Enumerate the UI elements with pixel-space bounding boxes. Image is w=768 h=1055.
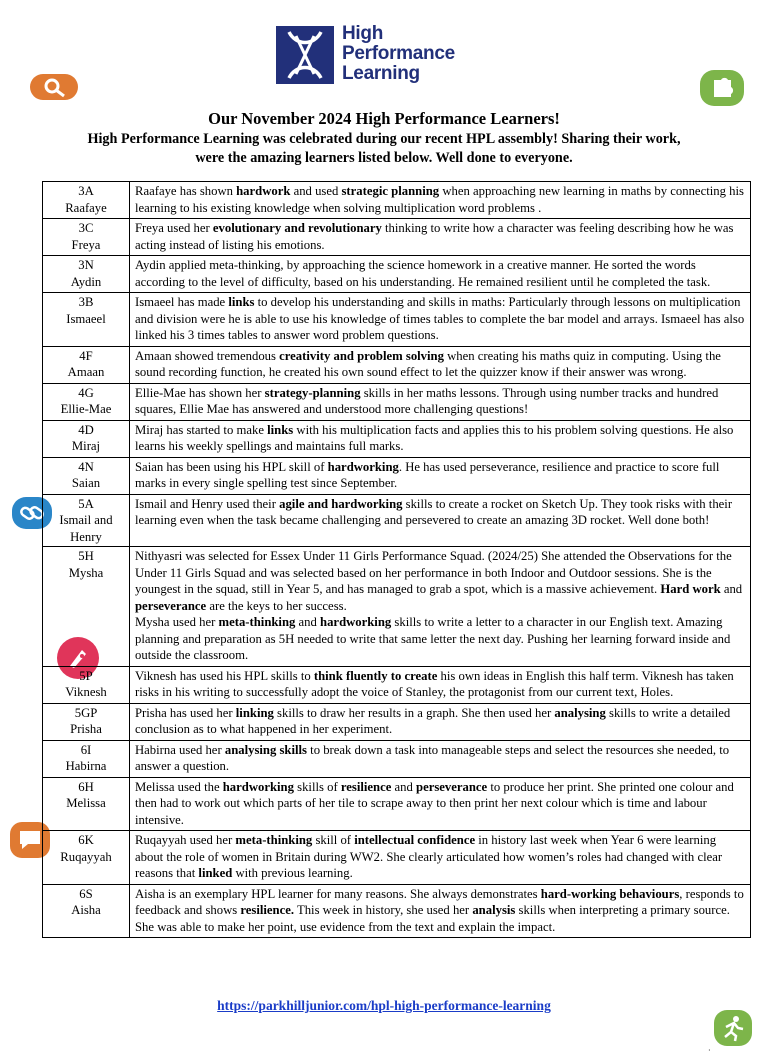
learner-cell	[43, 831, 130, 885]
description-text: with his multiplication facts and applies this to his problem solving questions. He also learns his weekly spellings and maintains full marks.	[135, 422, 734, 453]
description-text: Ismaeel has made	[135, 295, 229, 309]
description-text: Viknesh has used his HPL skills to	[135, 668, 314, 683]
description-text: skills of	[293, 779, 341, 794]
learner-name: Mysha	[68, 565, 104, 580]
highlighted-skill: hardworking	[320, 615, 392, 629]
description-text: Melissa used the	[135, 779, 223, 794]
description-text: and	[720, 582, 743, 596]
subtitle-line-1: High Performance Learning was celebrated during our recent HPL assembly! Sharing their work,	[87, 131, 681, 147]
class-code: 6K	[78, 833, 94, 847]
achievement-description	[130, 703, 751, 740]
description-text: Raafaye has shown	[135, 184, 237, 198]
learner-cell	[43, 293, 130, 347]
table-row	[43, 383, 751, 420]
class-code: 5GP	[74, 705, 98, 720]
achievement-description	[130, 740, 751, 777]
description-text: skill of	[312, 833, 355, 847]
description-text: , responds to feedback and shows	[135, 886, 744, 917]
logo-line-3: Learning	[342, 63, 420, 84]
learner-cell	[43, 420, 130, 457]
description-text: skills to draw her results in a graph. She then used her	[273, 705, 555, 720]
footer-link-container	[0, 998, 768, 1014]
highlighted-skill: strategy-planning	[264, 385, 361, 400]
achievement-description	[130, 346, 751, 383]
highlighted-skill: Hard work	[660, 582, 721, 596]
learner-cell	[43, 383, 130, 420]
learner-name: Amaan	[67, 365, 105, 379]
description-text: Aisha is an exemplary HPL learner for many reasons. She always demonstrates	[135, 886, 541, 901]
table-row	[43, 457, 751, 494]
highlighted-skill: analysing skills	[224, 742, 307, 757]
table-row	[43, 831, 751, 885]
hpl-logo	[276, 23, 500, 88]
learner-name: Prisha	[70, 722, 102, 736]
highlighted-skill: think fluently to create	[313, 668, 438, 683]
achievement-description	[130, 383, 751, 420]
description-text: Aydin applied meta-thinking, by approaching the science homework in a creative manner. He sorted the words according to the level of difficulty, based on his understanding. He remained resilient until he completed the task.	[135, 258, 711, 289]
description-text: This week in history, she used her	[294, 903, 473, 917]
highlighted-skill: links	[228, 295, 255, 309]
table-row	[43, 884, 751, 938]
class-code: 4G	[78, 385, 94, 400]
magnifier-icon	[30, 72, 78, 102]
highlighted-skill: resilience.	[240, 903, 295, 917]
learner-name: Melissa	[66, 796, 106, 810]
achievement-description	[130, 256, 751, 293]
description-text: Mysha used her	[135, 615, 219, 629]
highlighted-skill: evolutionary and revolutionary	[212, 221, 382, 235]
description-text: in history last week when Year 6 were learning about the role of women in Britain during WW2. She clearly articulated how women’s roles had changed with clear reasons that	[135, 833, 723, 880]
description-text: Ruqayyah used her	[135, 833, 236, 847]
description-text: skills in her maths lessons. Through using number tracks and hundred squares, Ellie Mae has answered and understood more challenging questions!	[135, 385, 719, 416]
achievement-description	[130, 293, 751, 347]
learner-name: Raafaye	[65, 200, 107, 215]
learner-name: Aydin	[70, 274, 102, 289]
highlighted-skill: analysis	[472, 903, 516, 917]
description-text: Habirna used her	[135, 742, 225, 757]
highlighted-skill: meta-thinking	[218, 615, 296, 629]
highlighted-skill: hardwork	[236, 184, 291, 198]
achievement-description	[130, 831, 751, 885]
description-text: skills to write a detailed conclusion as to what happened in her experiment.	[135, 705, 731, 736]
learner-cell	[43, 703, 130, 740]
description-text: skills to create a rocket on Sketch Up. They took risks with their learning even when the task became challenging and persevered to create an amazing 3D rocket. Well done both!	[135, 496, 733, 527]
achievement-description	[130, 219, 751, 256]
description-text: . He has used perseverance, resilience and practice to score full marks in every single spelling test since September.	[135, 459, 720, 490]
learner-cell	[43, 256, 130, 293]
subtitle-line-2: were the amazing learners listed below. Well done to everyone.	[195, 150, 573, 166]
description-text: and	[391, 779, 417, 794]
highlighted-skill: perseverance	[135, 598, 207, 613]
learner-cell	[43, 182, 130, 219]
description-text: to produce her print. She printed one colour and then had to work out which parts of her tile to scrape away to then print her next colour which is time and labour intensive.	[135, 779, 734, 827]
page-subtitle	[40, 130, 728, 168]
class-code: 3A	[78, 184, 94, 198]
description-text: Miraj has started to make	[135, 422, 268, 437]
description-text: Nithyasri was selected for Essex Under 11 Girls Performance Squad. (2024/25) She attended the Observations for the Under 11 Girls Squad and was selected based on her performance in both Indoor and Outdoor sessions. She is the youngest in the squad, still in Year 5, and has managed to grab a spot, which is a massive achievement.	[135, 549, 732, 596]
learner-name: Saian	[71, 476, 101, 490]
highlighted-skill: intellectual confidence	[354, 833, 476, 847]
learners-table	[42, 181, 751, 938]
logo-line-1: High	[342, 23, 384, 44]
highlighted-skill: linking	[235, 705, 274, 720]
learner-name: Ellie-Mae	[60, 402, 112, 416]
learner-cell	[43, 494, 130, 547]
description-text: with previous learning.	[232, 866, 353, 880]
highlighted-skill: links	[267, 422, 294, 437]
class-code: 3C	[78, 221, 94, 235]
achievement-description	[130, 494, 751, 547]
learner-cell	[43, 219, 130, 256]
learner-cell	[43, 346, 130, 383]
table-row	[43, 740, 751, 777]
description-text: thinking to write how a character was feeling describing how he was acting instead of listing his emotions.	[135, 221, 734, 252]
class-code: 6H	[78, 779, 94, 794]
description-text: to develop his understanding and skills in maths: Particularly through lessons on multiplication and division were he is able to use his knowledge of times tables to complete the bar model and arrays. Ismaeel has also linked his 3 times tables to answer word problem questions.	[135, 295, 745, 342]
learner-name: Freya	[71, 237, 101, 252]
learner-cell	[43, 777, 130, 831]
achievement-description	[130, 666, 751, 703]
hpl-website-link[interactable]: https://parkhilljunior.com/hpl-high-performance-learning	[217, 998, 551, 1013]
description-text: and used	[290, 184, 342, 198]
description-text: are the keys to her success.	[206, 598, 347, 613]
corner-mark: ·	[708, 1046, 711, 1055]
highlighted-skill: creativity and problem solving	[279, 348, 444, 363]
description-text: Freya used her	[135, 221, 213, 235]
class-code: 3N	[78, 258, 94, 272]
description-text: Ellie-Mae has shown her	[135, 385, 265, 400]
table-row	[43, 666, 751, 703]
achievement-description	[130, 777, 751, 831]
achievement-description	[130, 547, 751, 667]
class-code: 4D	[78, 422, 94, 437]
description-text: when approaching new learning in maths by connecting his learning to his existing knowledge when solving multiplication word problems .	[135, 184, 744, 215]
table-row	[43, 420, 751, 457]
achievement-description	[130, 420, 751, 457]
table-row	[43, 777, 751, 831]
achievement-description	[130, 182, 751, 219]
class-code: 4N	[78, 459, 94, 474]
description-text: Amaan showed tremendous	[135, 348, 280, 363]
class-code: 5P	[79, 668, 93, 683]
highlighted-skill: strategic planning	[341, 184, 440, 198]
description-text: when creating his maths quiz in computing. Using the sound recording function, he created his own sound effect to let the quizzer know if their answer was wrong.	[135, 348, 721, 379]
class-code: 4F	[79, 348, 93, 363]
puzzle-icon	[700, 70, 744, 106]
table-row	[43, 182, 751, 219]
class-code: 3B	[78, 295, 94, 309]
learner-cell	[43, 457, 130, 494]
table-row	[43, 494, 751, 547]
highlighted-skill: hardworking	[222, 779, 294, 794]
learner-name: Ismaeel	[66, 311, 106, 326]
highlighted-skill: hardworking	[327, 459, 399, 474]
learner-cell	[43, 884, 130, 938]
highlighted-skill: linked	[198, 866, 233, 880]
class-code: 5H	[78, 549, 94, 563]
hpl-logo-text	[342, 24, 455, 84]
description-text: Ismail and Henry used their	[135, 496, 280, 511]
table-row	[43, 703, 751, 740]
highlighted-skill: hard-working behaviours	[540, 886, 680, 901]
class-code: 5A	[78, 496, 94, 511]
description-text: skills to write a letter to a character in our English text. Amazing planning and preparation as 5H needed to write that same letter the next day. Pushing her learning forward inside and outside the classroom.	[135, 615, 731, 662]
description-text: Saian has been using his HPL skill of	[135, 459, 328, 474]
highlighted-skill: meta-thinking	[235, 833, 313, 847]
learner-name: Habirna	[65, 759, 107, 773]
learner-cell	[43, 547, 130, 667]
highlighted-skill: perseverance	[416, 779, 488, 794]
learner-cell	[43, 740, 130, 777]
table-row	[43, 346, 751, 383]
highlighted-skill: analysing	[554, 705, 606, 720]
learner-name: Ruqayyah	[60, 849, 112, 864]
highlighted-skill: resilience	[340, 779, 392, 794]
description-text: his own ideas in English this half term. Viknesh has taken risks in his writing to successfully adopt the voice of Stanley, the protagonist from our current text, Holes.	[135, 668, 734, 699]
page-title: Our November 2024 High Performance Learners!	[208, 109, 560, 128]
table-row	[43, 256, 751, 293]
achievement-description	[130, 884, 751, 938]
description-text: to break down a task into manageable steps and select the resources she needed, to answer a question.	[135, 742, 730, 773]
class-code: 6I	[80, 742, 92, 757]
learner-name: Viknesh	[65, 685, 107, 699]
hpl-logo-mark-icon	[276, 26, 334, 84]
table-row	[43, 547, 751, 667]
learner-name: Miraj	[71, 439, 101, 453]
table-row	[43, 219, 751, 256]
learner-name: Aisha	[71, 903, 101, 917]
highlighted-skill: agile and hardworking	[279, 496, 403, 511]
achievement-description	[130, 457, 751, 494]
description-text: and	[295, 615, 321, 629]
learner-cell	[43, 666, 130, 703]
logo-line-2: Performance	[342, 43, 455, 64]
table-row	[43, 293, 751, 347]
description-text: Prisha has used her	[135, 705, 236, 720]
description-text: skills when interpreting a primary source. She was able to make her point, use evidence from the text and explain the impact.	[135, 903, 730, 934]
learner-name: Ismail and Henry	[59, 513, 113, 544]
runner-icon	[714, 1010, 752, 1046]
class-code: 6S	[79, 886, 93, 901]
